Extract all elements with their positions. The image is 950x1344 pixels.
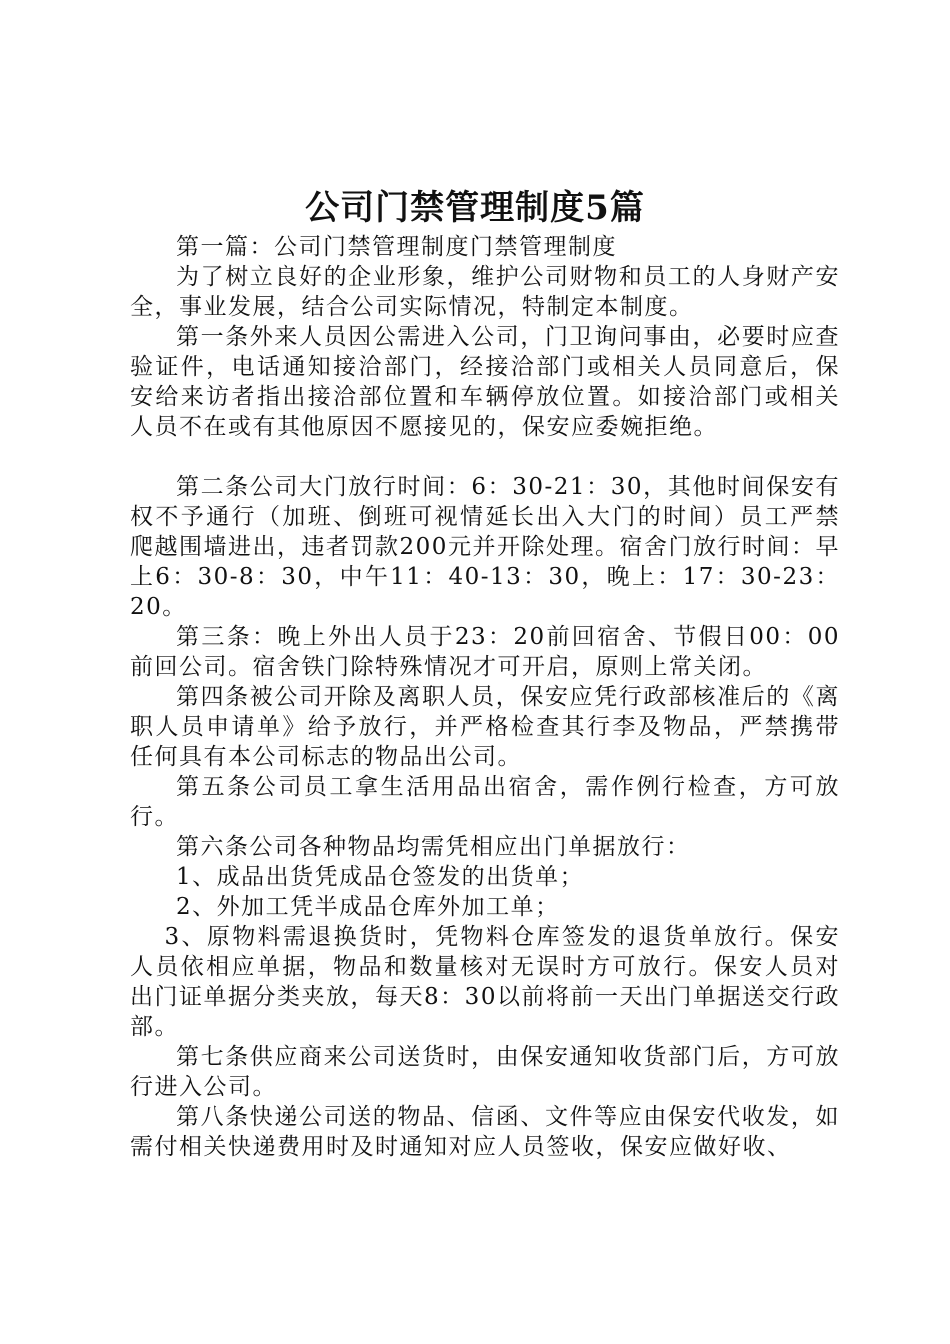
paragraph-article-6: 第六条公司各种物品均需凭相应出门单据放行：: [176, 834, 691, 860]
paragraph-article-8: 第八条快递公司送的物品、信函、文件等应由保安代收发，如需付相关快递费用时及时通知对应人员签收，保安应做好收、: [130, 1104, 840, 1160]
document-body: [130, 232, 840, 1162]
list-item: 1、成品出货凭成品仓签发的出货单；: [176, 864, 585, 890]
paragraph-article-1: 第一条外来人员因公需进入公司，门卫询问事由，必要时应查验证件，电话通知接洽部门，经接洽部门或相关人员同意后，保安给来访者指出接洽部位置和车辆停放位置。如接洽部门或相关人员不在或有其他原因不愿接见的，保安应委婉拒绝。: [130, 324, 840, 440]
paragraph-article-3: 第三条：晚上外出人员于23：20前回宿舍、节假日00：00前回公司。宿舍铁门除特殊情况才可开启，原则上常关闭。: [130, 624, 840, 680]
list-item: 3、原物料需退换货时，凭物料仓库签发的退货单放行。保安人员依相应单据，物品和数量核对无误时方可放行。保安人员对出门证单据分类夹放，每天8：30以前将前一天出门单据送交行政部。: [130, 924, 840, 1040]
document-title: 公司门禁管理制度5篇: [305, 188, 645, 228]
paragraph-article-5: 第五条公司员工拿生活用品出宿舍，需作例行检查，方可放行。: [130, 774, 840, 830]
paragraph-article-2: 第二条公司大门放行时间：6：30-21：30，其他时间保安有权不予通行（加班、倒班可视情延长出入大门的时间）员工严禁爬越围墙进出，违者罚款200元并开除处理。宿舍门放行时间：早上6：30-8：30，中午11：40-13：30，晚上：17：30-23：20。: [130, 474, 840, 620]
list-item: 2、外加工凭半成品仓库外加工单；: [176, 894, 560, 920]
paragraph-heading: 第一篇：公司门禁管理制度门禁管理制度: [176, 234, 617, 260]
paragraph-article-7: 第七条供应商来公司送货时，由保安通知收货部门后，方可放行进入公司。: [130, 1044, 840, 1100]
paragraph-article-4: 第四条被公司开除及离职人员，保安应凭行政部核准后的《离职人员申请单》给予放行，并严格检查其行李及物品，严禁携带任何具有本公司标志的物品出公司。: [130, 684, 840, 770]
paragraph-intro: 为了树立良好的企业形象，维护公司财物和员工的人身财产安全，事业发展，结合公司实际情况，特制定本制度。: [130, 264, 840, 320]
